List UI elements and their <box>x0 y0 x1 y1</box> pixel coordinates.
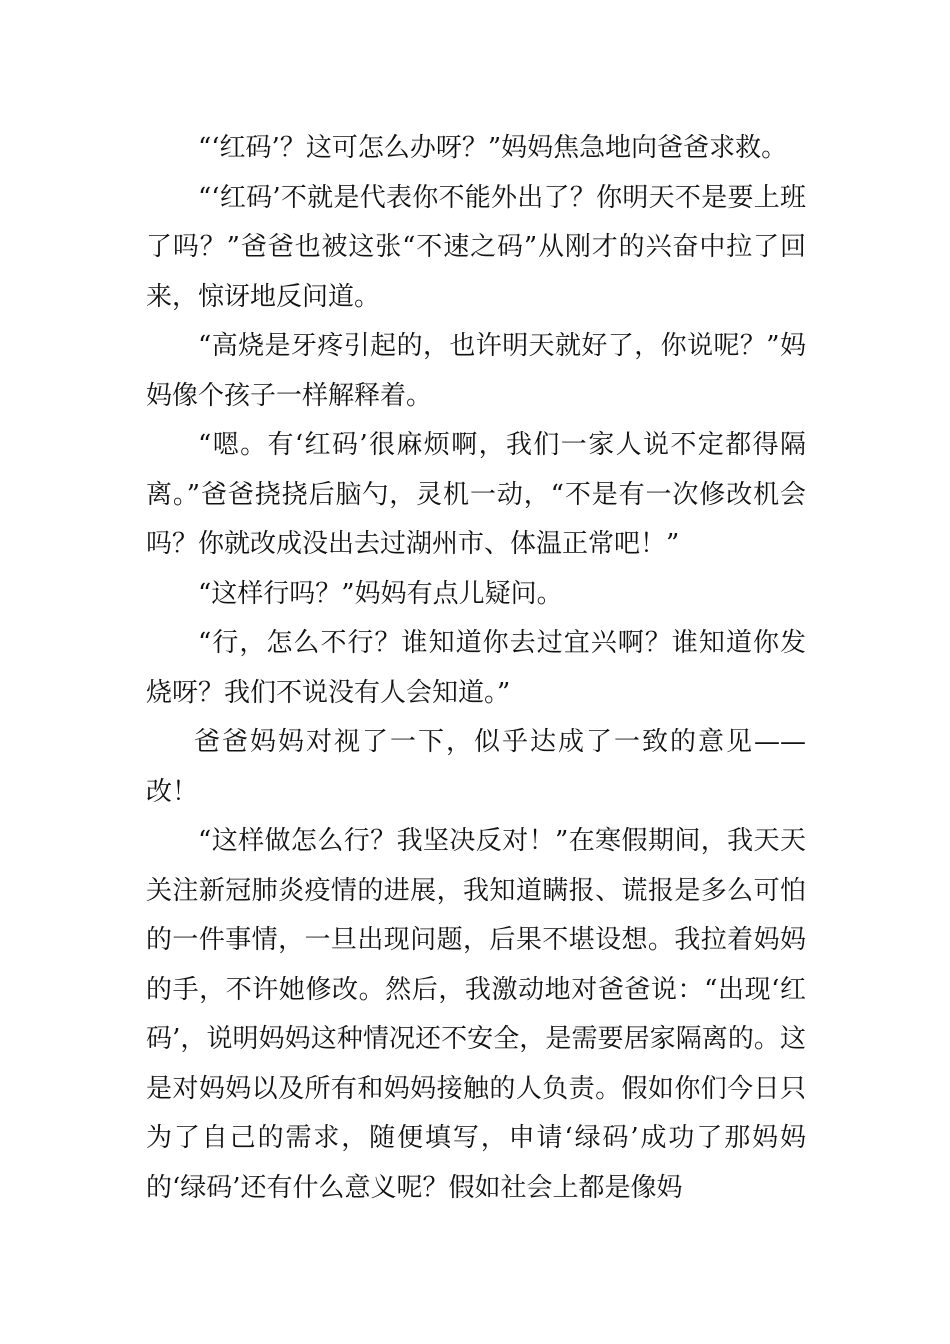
paragraph-6: “行，怎么不行？谁知道你去过宜兴啊？谁知道你发烧呀？我们不说没有人会知道。” <box>146 628 806 708</box>
paragraph-4: “嗯。有‘红码’很麻烦啊，我们一家人说不定都得隔离。”爸爸挠挠后脑勺，灵机一动，“不是有一次修改机会吗？你就改成没出去过湖州市、体温正常吧！” <box>146 430 806 559</box>
paragraph-8: “这样做怎么行？我坚决反对！”在寒假期间，我天天关注新冠肺炎疫情的进展，我知道瞒报、谎报是多么可怕的一件事情，一旦出现问题，后果不堪设想。我拉着妈妈的手，不许她修改。然后，我激动地对爸爸说：“出现‘红码’，说明妈妈这种情况还不安全，是需要居家隔离的。这是对妈妈以及所有和妈妈接触的人负责。假如你们今日只为了自己的需求，随便填写，申请‘绿码’成功了那妈妈的‘绿码’还有什么意义呢？假如社会上都是像妈 <box>146 826 806 1203</box>
document-body <box>146 124 806 1213</box>
paragraph-5: “这样行吗？”妈妈有点儿疑问。 <box>198 578 563 609</box>
paragraph-1: “‘红码’？这可怎么办呀？”妈妈焦急地向爸爸求救。 <box>198 133 788 163</box>
paragraph-2: “‘红码’不就是代表你不能外出了？你明天不是要上班了吗？”爸爸也被这张“不速之码”从刚才的兴奋中拉了回来，惊讶地反问道。 <box>146 182 806 312</box>
paragraph-3: “高烧是牙疼引起的，也许明天就好了，你说呢？”妈妈像个孩子一样解释着。 <box>146 331 806 411</box>
paragraph-7: 爸爸妈妈对视了一下，似乎达成了一致的意见——改！ <box>146 727 806 807</box>
